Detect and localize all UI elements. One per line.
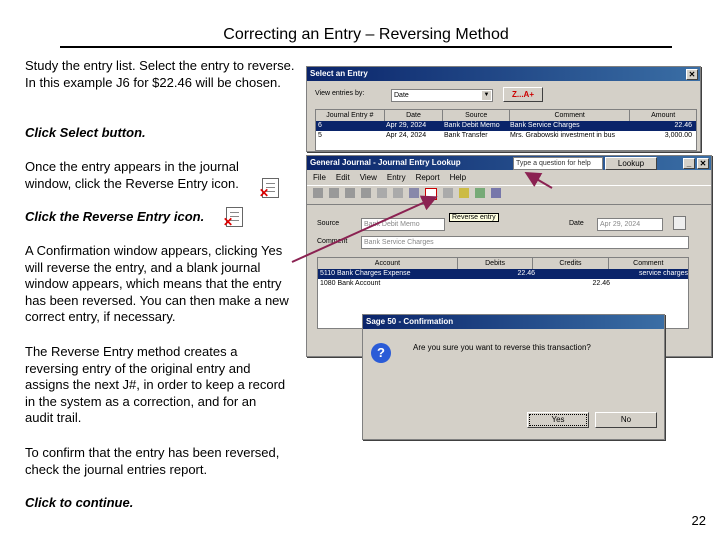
instruction-click-reverse: Click the Reverse Entry icon. xyxy=(25,209,205,224)
cell: 5110 Bank Charges Expense xyxy=(320,270,411,277)
cell: Apr 29, 2024 xyxy=(386,122,427,129)
slide-title: Correcting an Entry – Reversing Method xyxy=(60,26,672,48)
column-header[interactable]: Debits xyxy=(458,258,533,269)
menu-entry[interactable]: Entry xyxy=(386,173,406,182)
menu-file[interactable]: File xyxy=(313,173,326,182)
menu-report[interactable]: Report xyxy=(415,173,440,182)
cell: 22.46 xyxy=(674,122,692,129)
reverse-entry-icon: ✕ xyxy=(226,207,243,227)
reverse-entry-tooltip: Reverse entry xyxy=(449,213,499,222)
cell: Bank Service Charges xyxy=(510,122,580,129)
cell: 22.46 xyxy=(517,270,535,277)
arrow-to-reverse-icon xyxy=(292,198,434,262)
window-title: General Journal - Journal Entry Lookup xyxy=(310,158,461,167)
lookup-button[interactable]: Lookup xyxy=(605,157,657,170)
cell: 6 xyxy=(318,122,322,129)
arrow-to-menu xyxy=(528,174,552,188)
help-search-input[interactable]: Type a question for help xyxy=(513,157,603,170)
column-header[interactable]: Comment xyxy=(633,260,664,267)
comment-field[interactable]: Bank Service Charges xyxy=(361,236,689,249)
column-header[interactable]: Amount xyxy=(651,112,676,119)
source-field[interactable]: Bank Debit Memo xyxy=(361,218,445,231)
instruction-confirm-report: To confirm that the entry has been reversed, check the journal entries report. xyxy=(25,445,280,477)
question-icon: ? xyxy=(371,343,391,363)
view-entries-value: Date xyxy=(394,92,409,99)
column-header[interactable]: Date xyxy=(385,110,444,121)
window-title: Sage 50 - Confirmation xyxy=(366,317,454,326)
column-header[interactable]: Source xyxy=(443,110,510,121)
reverse-entry-icon: ✕ xyxy=(262,178,279,198)
yes-button[interactable]: Yes xyxy=(527,412,589,428)
instruction-journal-window: Once the entry appears in the journal window, click the Reverse Entry icon. xyxy=(25,159,239,191)
chevron-down-icon[interactable]: ▼ xyxy=(483,92,490,98)
menu-help[interactable]: Help xyxy=(449,173,467,182)
confirmation-message: Are you sure you want to reverse this transaction? xyxy=(413,343,591,352)
view-entries-label: View entries by: xyxy=(315,90,365,97)
cell: Apr 24, 2024 xyxy=(386,132,427,139)
menu-edit[interactable]: Edit xyxy=(335,173,350,182)
click-to-continue[interactable]: Click to continue. xyxy=(25,495,134,510)
column-header[interactable]: Account xyxy=(318,258,458,269)
cell: Bank Transfer xyxy=(444,132,488,139)
sort-button[interactable]: Z...A+ xyxy=(503,87,543,102)
minimize-icon[interactable]: _ xyxy=(683,158,695,169)
cell: 1080 Bank Account xyxy=(320,280,381,287)
window-title: Select an Entry xyxy=(310,69,368,78)
cell: service charges xyxy=(638,270,688,277)
cell: 3,000.00 xyxy=(664,132,692,139)
close-icon[interactable]: ✕ xyxy=(697,158,709,169)
source-label: Source xyxy=(317,220,340,227)
column-header[interactable]: Journal Entry # xyxy=(316,110,385,121)
instruction-reverse-method: The Reverse Entry method creates a reversing entry of the original entry and assigns the next J#, in order to keep a record in the system as a correction, and for an audit trail. xyxy=(25,344,286,425)
date-label: Date xyxy=(569,220,584,227)
column-header[interactable]: Credits xyxy=(533,258,608,269)
column-header[interactable]: Comment xyxy=(510,110,630,121)
cell: 5 xyxy=(318,132,322,139)
menu-view[interactable]: View xyxy=(359,173,377,182)
date-field[interactable]: Apr 29, 2024 xyxy=(597,218,663,231)
comment-label: Comment xyxy=(317,238,348,245)
instruction-confirmation: A Confirmation window appears, clicking Yes will reverse the entry, and a blank journal window appears, which means that the entry has been reversed. You can then make a new correct entry, if necessary. xyxy=(25,243,289,324)
cell: Bank Debit Memo xyxy=(444,122,500,129)
instruction-study-entry: Study the entry list. Select the entry to reverse. In this example J6 for $22.46 will be chosen. xyxy=(25,58,295,90)
page-number: 22 xyxy=(691,513,706,528)
instruction-click-select: Click Select button. xyxy=(25,125,146,140)
cell: Mrs. Grabowski investment in bus xyxy=(510,132,616,139)
close-icon[interactable]: ✕ xyxy=(686,69,698,80)
cell: 22.46 xyxy=(592,280,610,287)
no-button[interactable]: No xyxy=(595,412,657,428)
